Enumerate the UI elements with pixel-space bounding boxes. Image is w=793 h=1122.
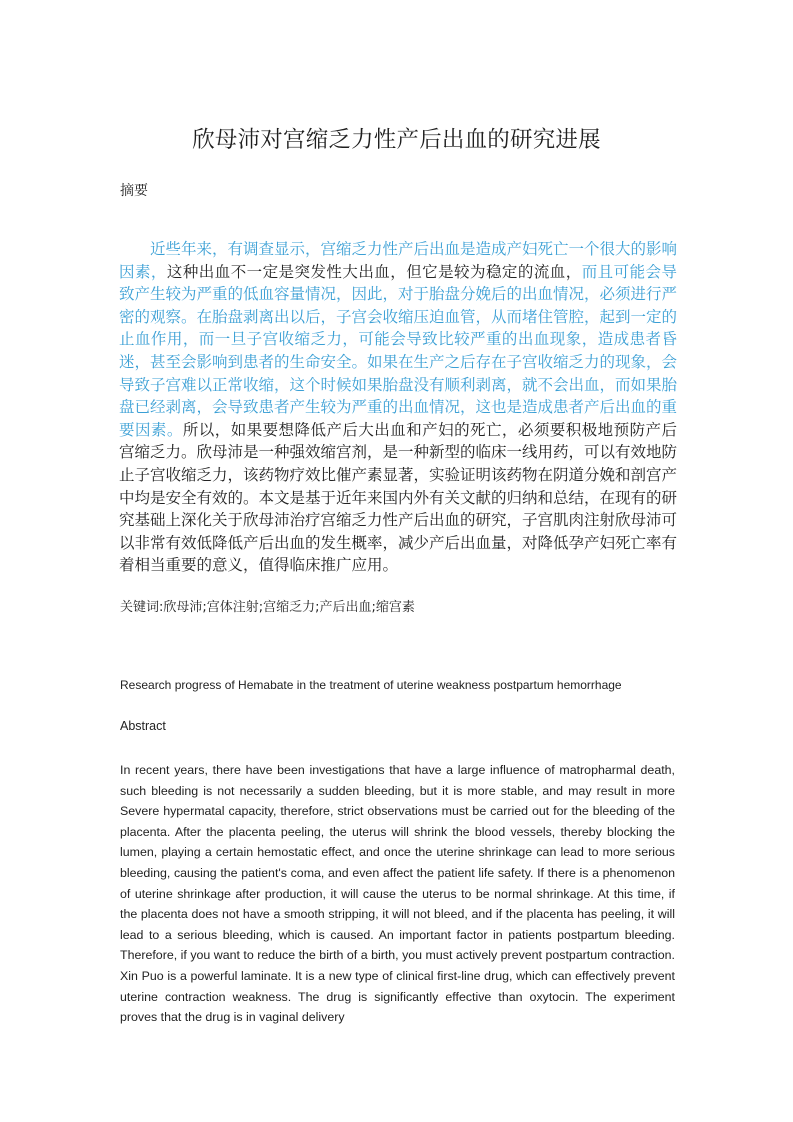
keywords-cn: 关键词:欣母沛;宫体注射;宫缩乏力;产后出血;缩宫素 xyxy=(120,600,415,615)
abstract-label-en: Abstract xyxy=(120,719,166,733)
abstract-cn xyxy=(119,238,677,577)
abstract-cn-highlight-2: 而且可能会导致产生较为严重的低血容量情况，因此，对于胎盘分娩后的出血情况，必须进行严密的观察。在胎盘剥离出以后，子宫会收缩压迫血管，从而堵住管腔，起到一定的止血作用，而一旦子宫收缩乏力，可能会导致比较严重的出血现象，造成患者昏迷，甚至会影响到患者的生命安全。如果在生产之后存在子宫收缩乏力的现象，会导致子宫难以正常收缩，这个时候如果胎盘没有顺利剥离，就不会出血，而如果胎盘已经剥离，会导致患者产生较为严重的出血情况，这也是造成患者产后出血的重要因素。 xyxy=(119,262,678,439)
abstract-label-cn: 摘要 xyxy=(120,183,148,199)
english-title: Research progress of Hemabate in the treatment of uterine weakness postpartum hemorrhage xyxy=(120,678,622,692)
abstract-cn-text-1: 这种出血不一定是突发性大出血，但它是较为稳定的流血， xyxy=(166,262,582,281)
abstract-en xyxy=(120,760,675,1028)
abstract-cn-highlight-1: 近些年来，有调查显示，宫缩乏力性产后出血是造成产妇死亡一个很大的影响因素， xyxy=(119,240,678,281)
abstract-cn-paragraph xyxy=(119,238,677,577)
abstract-en-paragraph: In recent years, there have been investigations that have a large influence of matropharmal death, such bleeding is not necessarily a sudden bleeding, but it is more stable, and may result in more Severe hypermatal capacity, therefore, strict observations must be carried out for the bleeding of the placenta. After the placenta peeling, the uterus will shrink the blood vessels, thereby blocking the lumen, playing a certain hemostatic effect, and once the uterine shrinkage can lead to more serious bleeding, causing the patient's coma, and even affect the patient life safety. If there is a phenomenon of uterine shrinkage after production, it will cause the uterus to be normal shrinkage. At this time, if the placenta does not have a smooth stripping, it will not bleed, and if the placenta has peeling, it will lead to a serious bleeding, which is caused. An important factor in patients postpartum bleeding. Therefore, if you want to reduce the birth of a birth, you must actively prevent postpartum contraction. Xin Puo is a powerful laminate. It is a new type of clinical first-line drug, which can effectively prevent uterine contraction weakness. The drug is significantly effective than oxytocin. The experiment proves that the drug is in vaginal delivery xyxy=(120,763,675,1025)
page-title: 欣母沛对宫缩乏力性产后出血的研究进展 xyxy=(192,127,601,153)
abstract-cn-text-2: 所以，如果要想降低产后大出血和产妇的死亡，必须要积极地预防产后宫缩乏力。欣母沛是一种强效缩宫剂，是一种新型的临床一线用药，可以有效地防止子宫收缩乏力，该药物疗效比催产素显著，实验证明该药物在阴道分娩和剖宫产中均是安全有效的。本文是基于近年来国内外有关文献的归纳和总结，在现有的研究基础上深化关于欣母沛治疗宫缩乏力性产后出血的研究，子宫肌肉注射欣母沛可以非常有效低降低产后出血的发生概率，减少产后出血量，对降低孕产妇死亡率有着相当重要的意义，值得临床推广应用。 xyxy=(119,420,678,575)
